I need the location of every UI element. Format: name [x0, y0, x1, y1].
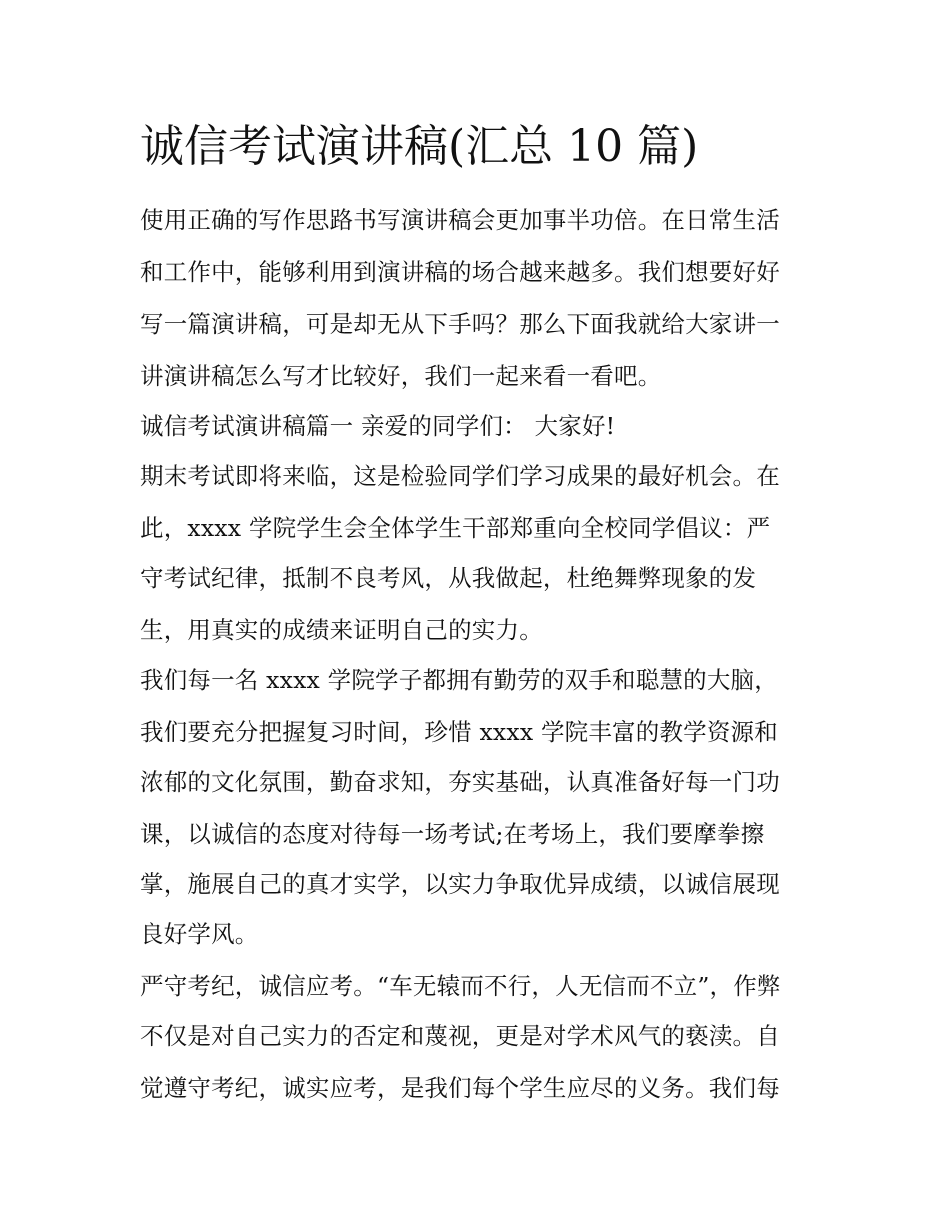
body-line: 我们每一名 xxxx 学院学子都拥有勤劳的双手和聪慧的大脑， — [140, 666, 778, 694]
body-line: 生，用真实的成绩来证明自己的实力。 — [140, 616, 543, 644]
body-line: 觉遵守考纪，诚实应考，是我们每个学生应尽的义务。我们每 — [140, 1074, 780, 1102]
section-heading-line: 诚信考试演讲稿篇一 亲爱的同学们： 大家好! — [140, 412, 616, 440]
body-line: 此，xxxx 学院学生会全体学生干部郑重向全校同学倡议：严 — [140, 514, 771, 542]
body-line: 严守考纪，诚信应考。“车无辕而不行，人无信而不立”，作弊 — [140, 972, 781, 1000]
body-line: 写一篇演讲稿，可是却无从下手吗？那么下面我就给大家讲一 — [140, 310, 780, 338]
body-line: 课，以诚信的态度对待每一场考试;在考场上，我们要摩拳擦 — [140, 820, 765, 848]
body-line: 掌，施展自己的真才实学，以实力争取优异成绩，以诚信展现 — [140, 870, 780, 898]
body-line: 讲演讲稿怎么写才比较好，我们一起来看一看吧。 — [140, 362, 662, 390]
body-line: 期末考试即将来临，这是检验同学们学习成果的最好机会。在 — [140, 462, 780, 490]
body-line: 使用正确的写作思路书写演讲稿会更加事半功倍。在日常生活 — [140, 206, 780, 234]
body-line: 守考试纪律，抵制不良考风，从我做起，杜绝舞弊现象的发 — [140, 564, 757, 592]
body-line: 我们要充分把握复习时间，珍惜 xxxx 学院丰富的教学资源和 — [140, 718, 778, 746]
document-title: 诚信考试演讲稿(汇总 10 篇) — [140, 121, 699, 172]
body-line: 和工作中，能够利用到演讲稿的场合越来越多。我们想要好好 — [140, 258, 780, 286]
body-line: 浓郁的文化氛围，勤奋求知，夯实基础，认真准备好每一门功 — [140, 768, 780, 796]
body-line: 不仅是对自己实力的否定和蔑视，更是对学术风气的亵渎。自 — [140, 1022, 780, 1050]
body-line: 良好学风。 — [140, 920, 259, 948]
